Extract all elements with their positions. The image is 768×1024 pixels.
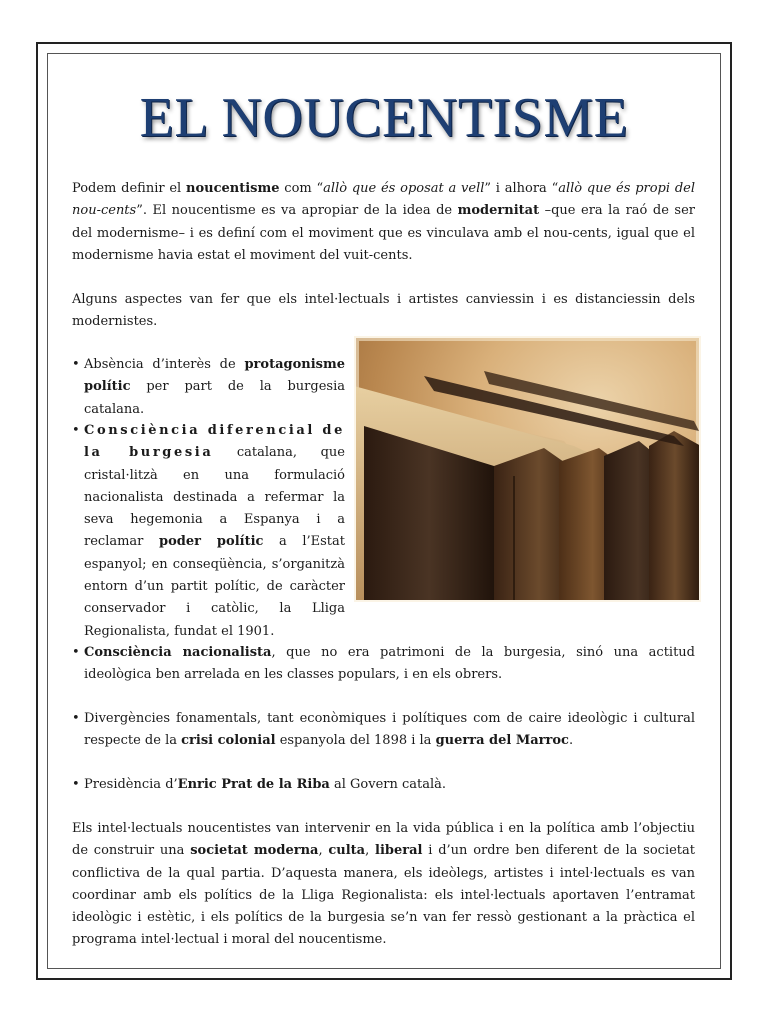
bullet-fundamental-divergences: • Divergències fonamentals, tant econòmiques i polítiques com de caire ideològic i cultural respecte de la crisi colonial espanyola del 1898 i la guerra del Marroc.: [72, 711, 695, 749]
bullet-differential-consciousness: • Consciència diferencial de la burgesia catalana, que cristal·litzà en una formulació nacionalista destinada a refermar la seva hegemonia a Espanya i a reclamar poder polític a l’Estat espanyol; en conseqüència, s’organitzà entorn d’un partit polític, de caràcter conservador i catòlic, la Lliga Regionalista, fundat el 1901.: [72, 423, 346, 639]
aspects-intro-paragraph: Alguns aspectes van fer que els intel·lectuals i artistes canviessin i es distanciessin dels modernistes.: [72, 292, 695, 330]
bullet-presidency: • Presidència d’Enric Prat de la Riba al Govern català.: [72, 777, 447, 792]
page-title: EL NOUCENTISME: [139, 87, 629, 149]
bullet-nationalist-consciousness: • Consciència nacionalista, que no era patrimoni de la burgesia, sinó una actitud ideològica ben arrelada en les classes populars, i en els obrers.: [72, 645, 696, 683]
old-books-image: [354, 336, 701, 602]
closing-paragraph: Els intel·lectuals noucentistes van intervenir en la vida pública i en la política amb l’objectiu de construir una societat moderna, culta, liberal i d’un ordre ben diferent de la societat conflictiva de la qual partia. D’aquesta manera, els ideòlegs, artistes i intel·lectuals es van coordinar amb els polítics de la Lliga Regionalista: els intel·lectuals aportaven l’entramat ideològic i estètic, i els polítics de la burgesia se’n van fer ressò gestionant a la pràctica el programa intel·lectual i moral del noucentisme.: [72, 821, 696, 948]
old-books-photo-icon: [354, 336, 701, 602]
bullet-protagonism: • Absència d’interès de protagonisme polític per part de la burgesia catalana.: [72, 357, 345, 417]
intro-paragraph: Podem definir el noucentisme com “allò que és oposat a vell” i alhora “allò que és propi del nou-cents”. El noucentisme es va apropiar de la idea de modernitat –que era la raó de ser del modernisme– i es definí com el moviment que es vinculava amb el nou-cents, igual que el modernisme havia estat el moviment del vuit-cents.: [72, 181, 695, 263]
